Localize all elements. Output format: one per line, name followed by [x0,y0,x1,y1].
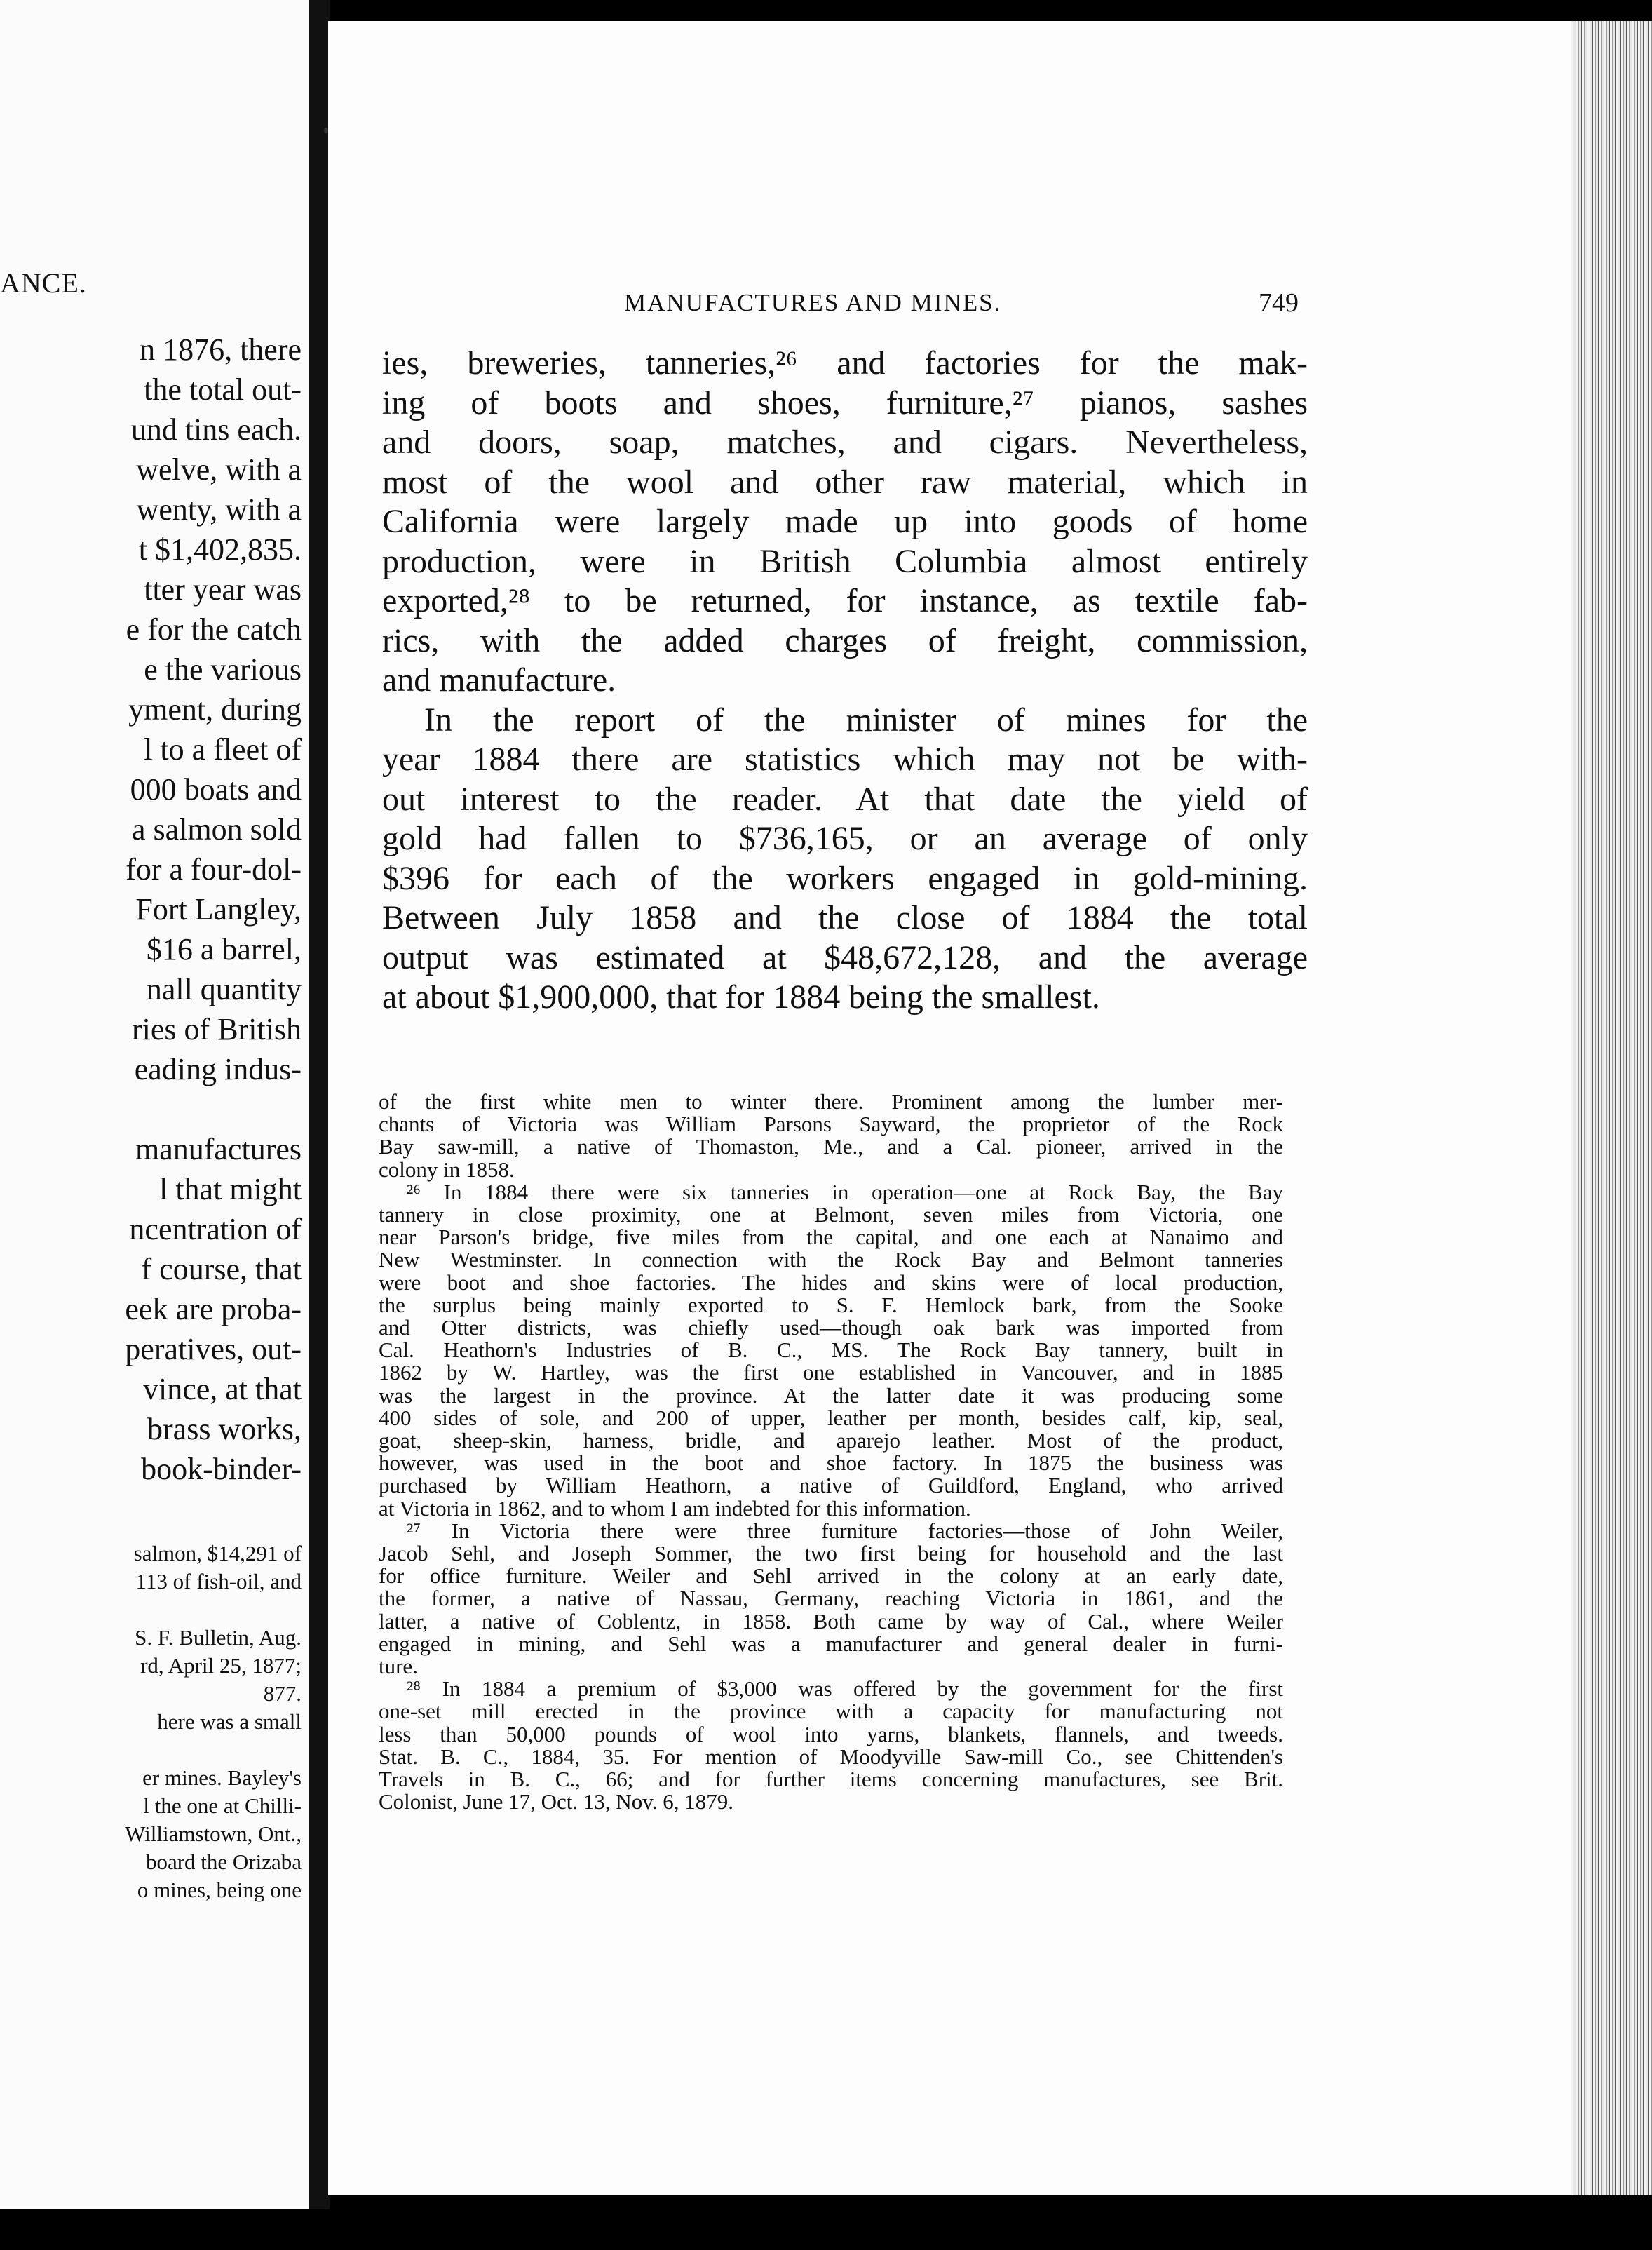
left-page-footnotes [0,1540,302,1904]
running-head: MANUFACTURES AND MINES. [624,289,1002,316]
left-page-line: for a four-dol- [126,852,302,887]
footnote-line: however, was used in the boot and shoe factory. In 1875 the business was [379,1450,1283,1476]
left-page-footnote-line: 877. [263,1681,302,1706]
main-text-line: year 1884 there are statistics which may not be with- [382,741,1308,778]
footnote-line: the surplus being mainly exported to S. F. Hemlock bark, from the Sooke [379,1292,1283,1317]
footnote-line: ²⁸ In 1884 a premium of $3,000 was offered by the government for the first [407,1676,1283,1702]
footnote-line: purchased by William Heathorn, a native of Guildford, England, who arrived [379,1473,1283,1498]
footnote-line: Stat. B. C., 1884, 35. For mention of Moodyville Saw-mill Co., see Chittenden's [379,1744,1283,1769]
left-page-line: welve, with a [136,452,302,487]
main-text-line: $396 for each of the workers engaged in gold-mining. [382,859,1308,897]
footnote-line: latter, a native of Coblentz, in 1858. Both came by way of Cal., where Weiler [379,1608,1283,1633]
main-text-line: production, were in British Columbia almost entirely [382,542,1308,580]
main-text-line: gold had fallen to $736,165, or an average of only [382,820,1308,857]
left-page-line: 000 boats and [130,772,302,807]
book-gutter [309,0,330,2250]
footnote-line: goat, sheep-skin, harness, bridle, and aparejo leather. Most of the product, [379,1428,1283,1453]
footnote-line: the former, a native of Nassau, Germany, reaching Victoria in 1861, and the [379,1586,1283,1611]
main-text-line: In the report of the minister of mines for the [424,701,1308,739]
footnote-line: Bay saw-mill, a native of Thomaston, Me., and a Cal. pioneer, arrived in the [379,1134,1283,1159]
page-edges [1571,21,1652,2195]
left-page-line: ries of British [132,1012,302,1046]
left-page-line: peratives, out- [125,1332,302,1366]
left-page-line: ncentration of [129,1212,302,1246]
footnotes [379,1091,1283,1814]
left-page-footnote-line: er mines. Bayley's [142,1765,302,1790]
main-text-line: most of the wool and other raw material, which in [382,463,1308,501]
left-page-footnote-line: l the one at Chilli- [143,1793,302,1818]
footnote-line: for office furniture. Weiler and Sehl arrived in the colony at an early date, [379,1563,1283,1589]
left-page-body [0,330,302,1489]
left-page-line: yment, during [128,692,302,727]
footnote-line: at Victoria in 1862, and to whom I am indebted for this information. [379,1495,971,1521]
footnote-line: chants of Victoria was William Parsons Sayward, the proprietor of the Rock [379,1112,1283,1137]
left-page-line: e the various [144,652,302,687]
footnote-line: and Otter districts, was chiefly used—though oak bark was imported from [379,1315,1283,1340]
left-page-footnote-line: 113 of fish-oil, and [135,1569,302,1594]
main-text-line: and manufacture. [382,661,616,699]
footnote-line: Jacob Sehl, and Joseph Sommer, the two first being for household and the last [379,1541,1283,1566]
footnote-line: ture. [379,1654,418,1679]
footnote-line: of the first white men to winter there. Prominent among the lumber mer- [379,1089,1283,1114]
left-page-footnote-line [0,1596,302,1624]
main-text-line: ies, breweries, tanneries,²⁶ and factories for the mak- [382,344,1308,382]
main-text [382,344,1308,1018]
left-page-line: und tins each. [130,412,302,447]
scan-speck [324,128,328,133]
main-text-line: out interest to the reader. At that date the yield of [382,780,1308,818]
left-page-footnote-line: board the Orizaba [145,1850,302,1874]
main-text-line: ing of boots and shoes, furniture,²⁷ pianos, sashes [382,384,1308,422]
scan-border [0,2209,1652,2250]
left-page-line: vince, at that [142,1372,302,1406]
left-page-line: a salmon sold [132,812,302,847]
main-text-line: California were largely made up into goods of home [382,503,1308,540]
footnote-line: ²⁷ In Victoria there were three furniture factories—those of John Weiler, [407,1518,1283,1543]
footnote-line: Colonist, June 17, Oct. 13, Nov. 6, 1879. [379,1789,734,1814]
left-page-footnote-line: Williamstown, Ont., [125,1821,302,1846]
footnote-line: one-set mill erected in the province with a capacity for manufacturing not [379,1699,1283,1724]
left-page-line: l to a fleet of [144,732,302,767]
main-text-line: and doors, soap, matches, and cigars. Nevertheless, [382,424,1308,461]
left-page-line: eading indus- [134,1052,302,1086]
left-page-line: the total out- [144,372,302,407]
footnote-line: were boot and shoe factories. The hides and skins were of local production, [379,1269,1283,1295]
main-text-line: Between July 1858 and the close of 1884 the total [382,899,1308,936]
main-text-line: exported,²⁸ to be returned, for instance, as textile fab- [382,582,1308,619]
footnote-line: tannery in close proximity, one at Belmont, seven miles from Victoria, one [379,1202,1283,1227]
left-page-line: e for the catch [126,612,302,647]
footnote-line: near Parson's bridge, five miles from the capital, and one each at Nanaimo and [379,1225,1283,1250]
left-page-line: n 1876, there [140,332,302,367]
footnote-line: colony in 1858. [379,1157,515,1182]
left-page-footnote-line: rd, April 25, 1877; [140,1653,302,1678]
page-number: 749 [1259,288,1299,318]
left-page-line [0,1089,302,1129]
main-text-line: output was estimated at $48,672,128, and the average [382,938,1308,976]
footnote-line: 400 sides of sole, and 200 of upper, leather per month, besides calf, kip, seal, [379,1405,1283,1430]
main-text-line: rics, with the added charges of freight, commission, [382,621,1308,659]
left-page-heading: ANCE. [0,267,87,299]
left-page-footnote-line: S. F. Bulletin, Aug. [135,1625,302,1650]
left-page-footnote-line: here was a small [157,1709,302,1734]
footnote-line: Cal. Heathorn's Industries of B. C., MS. The Rock Bay tannery, built in [379,1338,1283,1363]
left-page-line: t $1,402,835. [138,532,302,567]
footnote-line: New Westminster. In connection with the Rock Bay and Belmont tanneries [379,1247,1283,1272]
left-page-line: Fort Langley, [135,892,302,927]
left-page-line: $16 a barrel, [146,932,302,966]
left-page-line: wenty, with a [136,492,302,527]
left-page-line: nall quantity [146,972,302,1006]
left-page-line: tter year was [144,572,302,607]
left-page-line: manufactures [135,1132,302,1166]
footnote-line: engaged in mining, and Sehl was a manufacturer and general dealer in furni- [379,1631,1283,1656]
footnote-line: ²⁶ In 1884 there were six tanneries in operation—one at Rock Bay, the Bay [407,1179,1283,1204]
left-page [0,0,309,2250]
left-page-line: book-binder- [141,1452,302,1486]
footnote-line: 1862 by W. Hartley, was the first one established in Vancouver, and in 1885 [379,1360,1283,1385]
left-page-footnote-line: salmon, $14,291 of [133,1541,302,1565]
left-page-line: eek are proba- [125,1292,302,1326]
footnote-line: less than 50,000 pounds of wool into yarns, blankets, flannels, and tweeds. [379,1721,1283,1746]
left-page-line: l that might [159,1172,302,1206]
main-text-line: at about $1,900,000, that for 1884 being the smallest. [382,978,1100,1016]
left-page-line: f course, that [141,1252,302,1286]
left-page-footnote-line [0,1736,302,1764]
left-page-line: brass works, [147,1412,302,1446]
footnote-line: was the largest in the province. At the latter date it was producing some [379,1382,1283,1408]
footnote-line: Travels in B. C., 66; and for further items concerning manufactures, see Brit. [379,1767,1283,1792]
left-page-footnote-line: o mines, being one [137,1878,302,1902]
